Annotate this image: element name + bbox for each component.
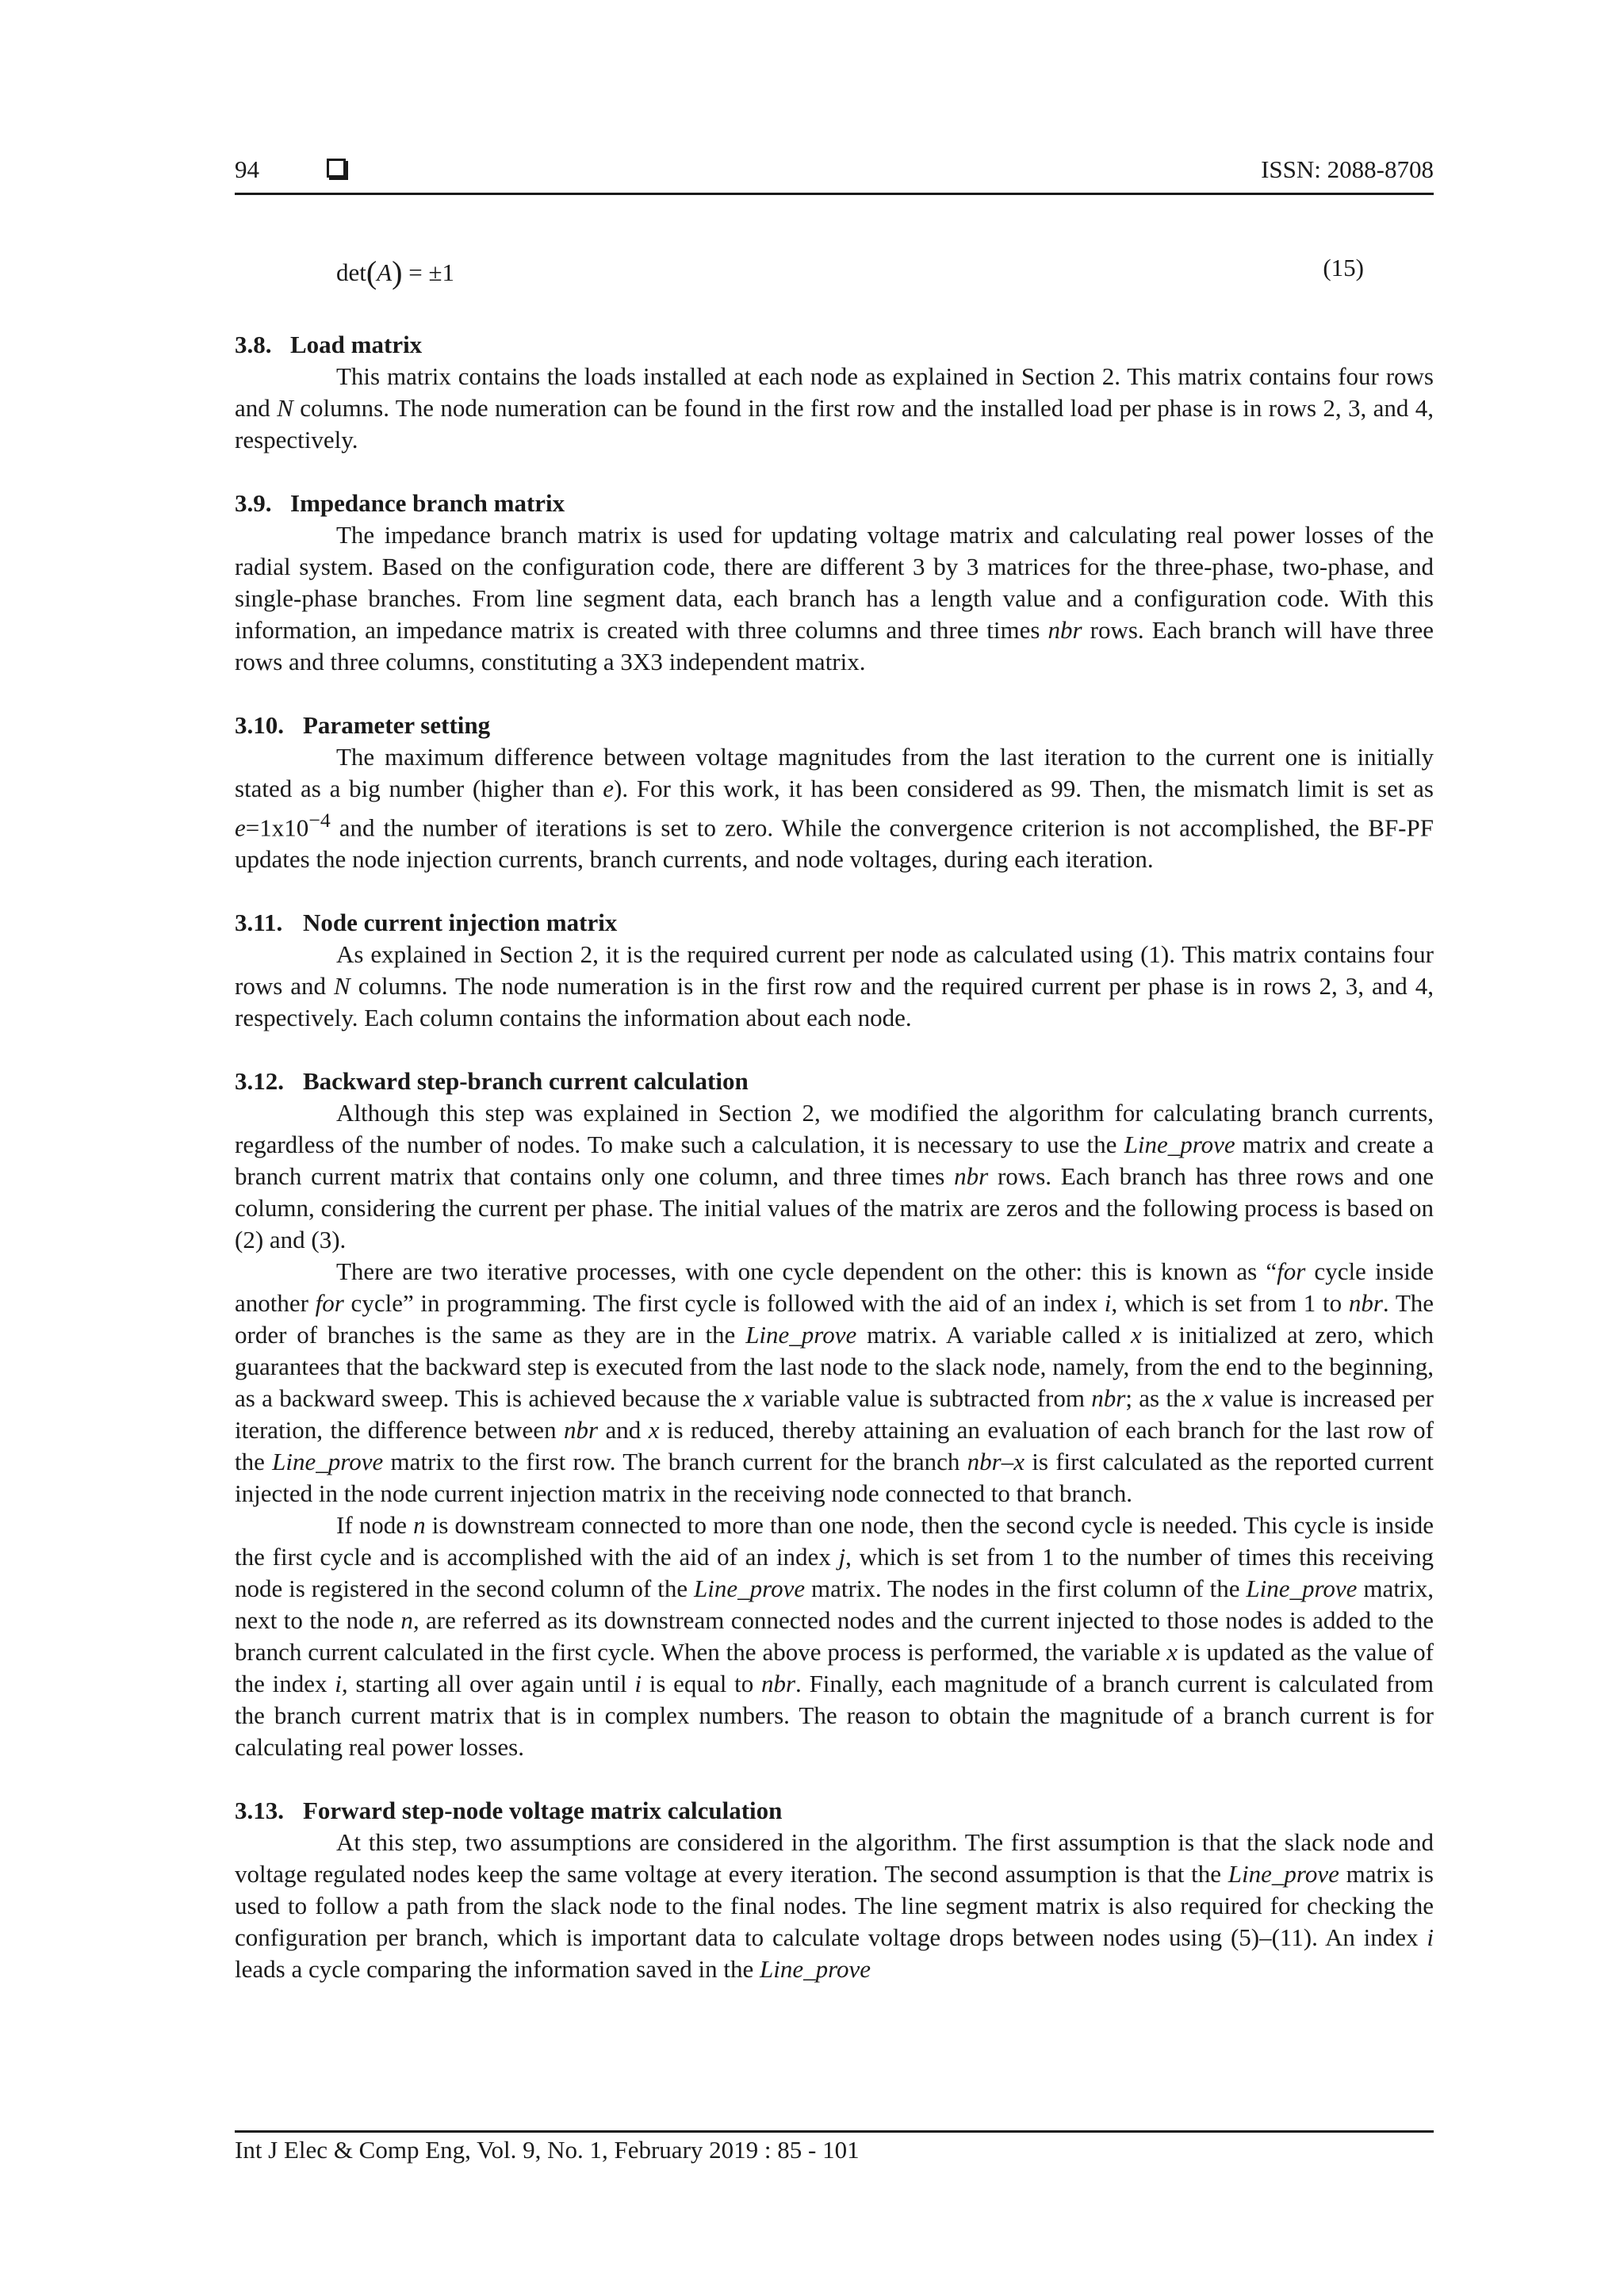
section-number: 3.8. [235,331,272,358]
footer-rule [235,2130,1434,2133]
paragraph: Although this step was explained in Section 2, we modified the algorithm for calculating branch currents, regardless of the number of nodes. To make such a calculation, it is necessary to use the Line_prove matrix and create a branch current matrix that contains only one column, and three times nbr rows. Each branch has three rows and one column, considering the current per phase. The initial values of the matrix are zeros and the following process is based on (2) and (3). [235,1099,1434,1254]
section-title: Load matrix [290,331,423,358]
equation-expression: det(A) = ±1 [336,254,454,290]
section-heading [235,1066,1434,1097]
paragraph: If node n is downstream connected to more than one node, then the second cycle is needed. This cycle is inside the first cycle and is accomplished with the aid of an index j, which is set from 1 to the number of times this receiving node is registered in the second column of the Line_prove matrix. The nodes in the first column of the Line_prove matrix, next to the node n, are referred as its downstream connected nodes and the current injected to those nodes is added to the branch current calculated in the first cycle. When the above process is performed, the variable x is updated as the value of the index i, starting all over again until i is equal to nbr. Finally, each magnitude of a branch current is calculated from the branch current matrix that is in complex numbers. The reason to obtain the magnitude of a branch current is for calculating real power losses. [235,1511,1434,1762]
equation-det: det [336,258,366,286]
section-title: Parameter setting [303,711,491,739]
issn-label: ISSN: 2088-8708 [1261,155,1434,183]
running-header [235,155,1434,193]
equation-number: (15) [1323,254,1364,281]
section-3-12 [235,1066,1434,1763]
section-3-10 [235,710,1434,875]
paragraph: There are two iterative processes, with one cycle dependent on the other: this is known as “for cycle inside another for cycle” in programming. The first cycle is followed with the aid of an index i, which is set from 1 to nbr. The order of branches is the same as they are in the Line_prove matrix. A variable called x is initialized at zero, which guarantees that the backward step is executed from the last node to the slack node, namely, from the end to the beginning, as a backward sweep. This is achieved because the x variable value is subtracted from nbr; as the x value is increased per iteration, the difference between nbr and x is reduced, thereby attaining an evaluation of each branch for the last row of the Line_prove matrix to the first row. The branch current for the branch nbr–x is first calculated as the reported current injected in the node current injection matrix in the receiving node connected to that branch. [235,1257,1434,1508]
paragraph: The impedance branch matrix is used for updating voltage matrix and calculating real power losses of the radial system. Based on the configuration code, there are different 3 by 3 matrices for the three-phase, two-phase, and single-phase branches. From line segment data, each branch has a length value and a configuration code. With this information, an impedance matrix is created with three columns and three times nbr rows. Each branch will have three rows and three columns, constituting a 3X3 independent matrix. [235,521,1434,675]
section-title: Forward step-node voltage matrix calculation [303,1797,783,1825]
section-heading [235,1795,1434,1827]
equation-rhs: = ±1 [408,258,454,286]
section-number: 3.12. [235,1067,284,1096]
section-heading [235,329,1434,361]
section-heading [235,488,1434,519]
section-3-9 [235,488,1434,678]
paragraph: The maximum difference between voltage magnitudes from the last iteration to the current one is initially stated as a big number (higher than e). For this work, it has been considered as 99. Then, the mismatch limit is set as $e=1x10^{-4}$ and the number of iterations is set to zero. While the convergence criterion is not accomplished, the BF-PF updates the node injection currents, branch currents, and node voltages, during each iteration. [235,743,1434,874]
section-3-13 [235,1795,1434,1985]
footer-citation: Int J Elec & Comp Eng, Vol. 9, No. 1, February 2019 : 85 - 101 [235,2136,860,2164]
body-content [235,329,1434,1985]
section-3-8 [235,329,1434,456]
section-title: Impedance branch matrix [290,489,565,517]
section-title: Backward step-branch current calculation [303,1067,749,1096]
section-number: 3.10. [235,711,284,739]
paragraph: This matrix contains the loads installed at each node as explained in Section 2. This matrix contains four rows and N columns. The node numeration can be found in the first row and the installed load per phase is in rows 2, 3, and 4, respectively. [235,362,1434,453]
paragraph: At this step, two assumptions are considered in the algorithm. The first assumption is that the slack node and voltage regulated nodes keep the same voltage at every iteration. The second assumption is that the Line_prove matrix is used to follow a path from the slack node to the final nodes. The line segment matrix is also required for checking the configuration per branch, which is important data to calculate voltage drops between nodes using (5)–(11). An index i leads a cycle comparing the information saved in the Line_prove [235,1828,1434,1984]
checkbox-square-icon [327,159,346,178]
section-3-11 [235,907,1434,1034]
section-number: 3.11. [235,909,283,937]
section-number: 3.9. [235,489,272,517]
section-heading [235,710,1434,741]
section-number: 3.13. [235,1797,284,1825]
page-number: 94 [235,155,259,183]
section-heading [235,907,1434,939]
equation-arg: A [377,258,393,286]
section-title: Node current injection matrix [303,909,618,937]
equation-15 [336,254,1364,292]
paragraph: As explained in Section 2, it is the required current per node as calculated using (1). This matrix contains four rows and N columns. The node numeration is in the first row and the required current per phase is in rows 2, 3, and 4, respectively. Each column contains the information about each node. [235,940,1434,1032]
header-rule [235,193,1434,195]
